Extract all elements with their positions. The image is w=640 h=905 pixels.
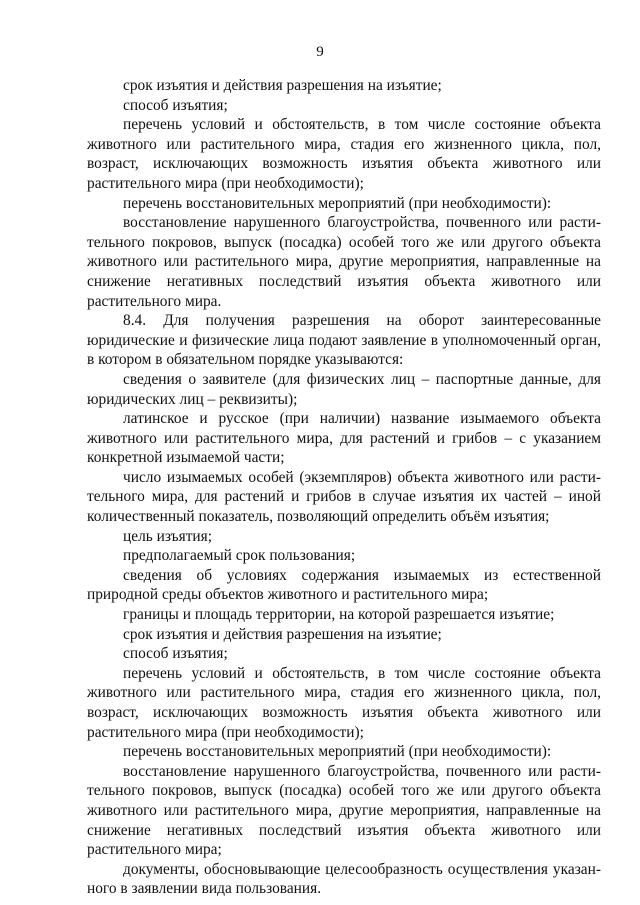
paragraph-10: цель изъятия; xyxy=(123,527,213,545)
paragraph-13: границы и площадь территории, на которой разрешается изъятие; xyxy=(123,606,555,624)
paragraph-12: сведения об условиях содержания изымаемых из естественной природной среды объектов животного и растительного мира; xyxy=(87,566,601,604)
document-body xyxy=(87,76,601,899)
paragraph-1: срок изъятия и действия разрешения на изъятие; xyxy=(123,77,442,94)
paragraph-14: срок изъятия и действия разрешения на изъятие; xyxy=(123,625,442,643)
paragraph-8: латинское и русское (при наличии) название изымаемого объекта животного или растительного мира, для растений и грибов – с указанием конкретной изымаемой части; xyxy=(87,410,601,467)
paragraph-9: число изымаемых особей (экземпляров) объекта животного или растительного мира, для растений и грибов в случае изъятия их частей – иной количественный показатель, позволяющий определить объём изъятия; xyxy=(87,468,601,526)
paragraph-15: способ изъятия; xyxy=(123,645,228,663)
paragraph-11: предполагаемый срок пользования; xyxy=(123,547,356,565)
paragraph-19: документы, обосновывающие целесообразность осуществления указанного в заявлении вида пользования. xyxy=(87,860,601,898)
paragraph-3: перечень условий и обстоятельств, в том числе состояние объекта животного или растительного мира, стадия его жизненного цикла, пол, возраст, исключающих возможность изъятия объекта животного или растительного мира (при необходимости); xyxy=(87,116,601,192)
page-number: 9 xyxy=(316,44,324,60)
paragraph-18: восстановление нарушенного благоустройства, почвенного или растительного покровов, выпуск (посадка) особей того же или другого объекта животного или растительного мира, другие мероприятия, направленные на снижение негативных последствий изъятия объекта животного или растительного мира; xyxy=(87,762,601,859)
paragraph-17: перечень восстановительных мероприятий (при необходимости): xyxy=(123,743,552,761)
paragraph-7: сведения о заявителе (для физических лиц – паспортные данные, для юридических лиц – реквизиты); xyxy=(87,370,601,408)
paragraph-2: способ изъятия; xyxy=(123,96,228,114)
paragraph-16: перечень условий и обстоятельств, в том числе состояние объекта животного или растительного мира, стадия его жизненного цикла, пол, возраст, исключающих возможность изъятия объекта животного или растительного мира (при необходимости); xyxy=(87,664,601,741)
paragraph-6: 8.4. Для получения разрешения на оборот заинтересованные юридические и физические лица подают заявление в уполномоченный орган, в котором в обязательном порядке указываются: xyxy=(87,312,601,369)
paragraph-5: восстановление нарушенного благоустройства, почвенного или растительного покровов, выпуск (посадка) особей того же или другого объекта животного или растительного мира, другие мероприятия, направленные на снижение негативных последствий изъятия объекта животного или растительного мира. xyxy=(87,214,601,310)
paragraph-4: перечень восстановительных мероприятий (при необходимости): xyxy=(123,194,552,212)
